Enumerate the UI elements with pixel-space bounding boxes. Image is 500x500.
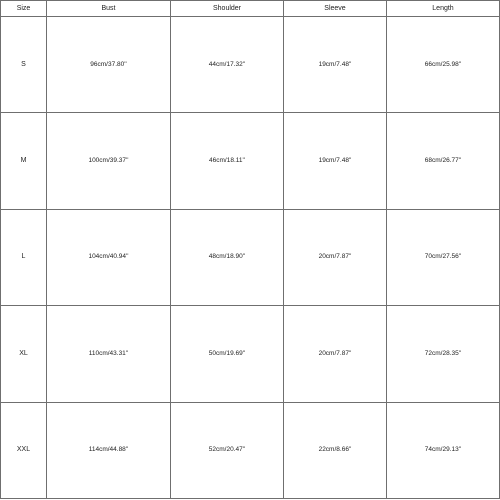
sleeve-cell: 20cm/7.87'' <box>284 306 387 402</box>
length-cell: 72cm/28.35'' <box>387 306 500 402</box>
bust-cell: 114cm/44.88'' <box>47 402 171 498</box>
header-sleeve: Sleeve <box>284 1 387 17</box>
table-row <box>1 209 500 305</box>
header-size: Size <box>1 1 47 17</box>
size-cell: L <box>1 209 47 305</box>
size-cell: XXL <box>1 402 47 498</box>
shoulder-cell: 52cm/20.47'' <box>171 402 284 498</box>
size-cell: M <box>1 113 47 209</box>
shoulder-cell: 50cm/19.69'' <box>171 306 284 402</box>
table-row <box>1 402 500 498</box>
shoulder-cell: 46cm/18.11'' <box>171 113 284 209</box>
header-shoulder: Shoulder <box>171 1 284 17</box>
sleeve-cell: 20cm/7.87'' <box>284 209 387 305</box>
header-bust: Bust <box>47 1 171 17</box>
size-chart-body <box>1 17 500 499</box>
sleeve-cell: 19cm/7.48'' <box>284 17 387 113</box>
table-row <box>1 306 500 402</box>
header-length: Length <box>387 1 500 17</box>
bust-cell: 96cm/37.80'' <box>47 17 171 113</box>
sleeve-cell: 19cm/7.48'' <box>284 113 387 209</box>
bust-cell: 110cm/43.31'' <box>47 306 171 402</box>
length-cell: 74cm/29.13'' <box>387 402 500 498</box>
shoulder-cell: 48cm/18.90'' <box>171 209 284 305</box>
table-row <box>1 17 500 113</box>
sleeve-cell: 22cm/8.66'' <box>284 402 387 498</box>
size-cell: XL <box>1 306 47 402</box>
table-row <box>1 113 500 209</box>
bust-cell: 100cm/39.37'' <box>47 113 171 209</box>
length-cell: 66cm/25.98'' <box>387 17 500 113</box>
bust-cell: 104cm/40.94'' <box>47 209 171 305</box>
header-row <box>1 1 500 17</box>
shoulder-cell: 44cm/17.32'' <box>171 17 284 113</box>
length-cell: 70cm/27.56'' <box>387 209 500 305</box>
length-cell: 68cm/26.77'' <box>387 113 500 209</box>
size-chart-header <box>1 1 500 17</box>
size-cell: S <box>1 17 47 113</box>
